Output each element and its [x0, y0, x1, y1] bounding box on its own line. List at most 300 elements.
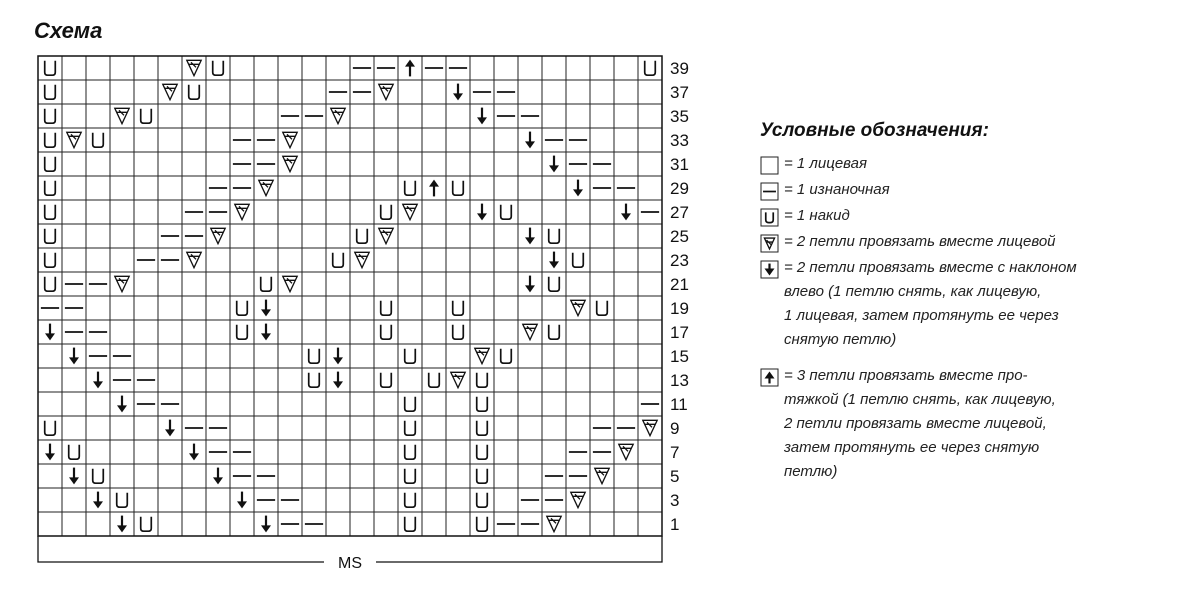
chart-cell — [278, 80, 302, 104]
chart-cell — [422, 248, 446, 272]
chart-row — [38, 344, 662, 368]
row-number: 5 — [670, 467, 680, 486]
chart-cell — [38, 368, 62, 392]
chart-cell — [182, 464, 206, 488]
chart-cell — [470, 152, 494, 176]
chart-cell — [446, 416, 470, 440]
chart-cell — [278, 368, 302, 392]
chart-cell — [230, 56, 254, 80]
chart-cell — [302, 224, 326, 248]
chart-cell — [350, 296, 374, 320]
chart-cell — [182, 368, 206, 392]
chart-cell — [134, 128, 158, 152]
chart-cell — [254, 104, 278, 128]
chart-cell — [134, 272, 158, 296]
chart-cell — [542, 440, 566, 464]
chart-cell — [302, 200, 326, 224]
chart-cell — [398, 488, 422, 512]
chart-cell — [374, 512, 398, 536]
chart-cell — [638, 152, 662, 176]
chart-cell — [494, 272, 518, 296]
chart-cell — [446, 296, 470, 320]
chart-cell — [86, 80, 110, 104]
chart-cell — [86, 248, 110, 272]
chart-cell — [638, 224, 662, 248]
chart-cell — [566, 224, 590, 248]
chart-cell — [62, 56, 86, 80]
chart-cell — [518, 392, 542, 416]
chart-cell — [86, 296, 110, 320]
row-number: 21 — [670, 275, 689, 294]
chart-cell — [398, 248, 422, 272]
chart-cell — [350, 104, 374, 128]
chart-cell — [494, 344, 518, 368]
chart-cell — [446, 512, 470, 536]
chart-cell — [38, 128, 62, 152]
legend-line: = 2 петли провязать вместе лицевой — [784, 233, 1056, 250]
chart-cell — [494, 368, 518, 392]
legend-item — [760, 152, 1180, 176]
chart-cell — [230, 416, 254, 440]
chart-cell — [518, 416, 542, 440]
row-number: 1 — [670, 515, 680, 534]
chart-row — [38, 272, 662, 296]
chart-cell — [110, 440, 134, 464]
chart-cell — [542, 176, 566, 200]
chart-cell — [326, 200, 350, 224]
chart-cell — [350, 512, 374, 536]
chart-row — [38, 248, 662, 272]
chart-cell — [110, 488, 134, 512]
chart-cell — [230, 344, 254, 368]
chart-cell — [254, 80, 278, 104]
chart-cell — [182, 128, 206, 152]
chart-cell — [422, 368, 446, 392]
chart-cell — [86, 176, 110, 200]
chart-cell — [38, 272, 62, 296]
chart-cell — [446, 176, 470, 200]
chart-cell — [494, 56, 518, 80]
chart-cell — [86, 152, 110, 176]
chart-cell — [518, 464, 542, 488]
chart-cell — [422, 224, 446, 248]
chart-cell — [422, 512, 446, 536]
chart-cell — [542, 320, 566, 344]
chart-cell — [494, 392, 518, 416]
chart-cell — [518, 368, 542, 392]
chart-cell — [86, 416, 110, 440]
chart-cell — [374, 200, 398, 224]
chart-cell — [158, 296, 182, 320]
chart-cell — [158, 464, 182, 488]
chart-cell — [638, 80, 662, 104]
row-number: 17 — [670, 323, 689, 342]
chart-cell — [422, 272, 446, 296]
chart-cell — [638, 488, 662, 512]
chart-cell — [446, 464, 470, 488]
chart-cell — [254, 368, 278, 392]
chart-cell — [518, 80, 542, 104]
chart-cell — [110, 296, 134, 320]
chart-cell — [470, 368, 494, 392]
chart-cell — [134, 344, 158, 368]
chart-cell — [638, 320, 662, 344]
chart-cell — [398, 368, 422, 392]
chart-cell — [158, 344, 182, 368]
chart-cell — [638, 440, 662, 464]
chart-cell — [158, 488, 182, 512]
chart-cell — [326, 464, 350, 488]
chart-cell — [38, 200, 62, 224]
chart-cell — [470, 488, 494, 512]
chart-cell — [614, 512, 638, 536]
chart-cell — [422, 152, 446, 176]
row-number: 25 — [670, 227, 689, 246]
legend-text — [784, 230, 1056, 254]
chart-cell — [542, 344, 566, 368]
chart-cell — [542, 200, 566, 224]
chart-cell — [398, 104, 422, 128]
chart-cell — [230, 368, 254, 392]
chart-cell — [350, 368, 374, 392]
chart-cell — [398, 512, 422, 536]
chart-row — [38, 440, 662, 464]
chart-cell — [86, 392, 110, 416]
chart-cell — [182, 104, 206, 128]
chart-cell — [254, 392, 278, 416]
chart-cell — [326, 440, 350, 464]
chart-row — [38, 224, 662, 248]
chart-row — [38, 464, 662, 488]
chart-cell — [494, 224, 518, 248]
chart-row — [38, 104, 662, 128]
chart-cell — [206, 488, 230, 512]
chart-cell — [422, 296, 446, 320]
chart-cell — [614, 344, 638, 368]
chart-row — [38, 488, 662, 512]
chart-cell — [446, 248, 470, 272]
chart-cell — [134, 176, 158, 200]
chart-cell — [206, 104, 230, 128]
row-number: 3 — [670, 491, 680, 510]
chart-cell — [62, 80, 86, 104]
chart-cell — [86, 224, 110, 248]
chart-cell — [230, 296, 254, 320]
chart-cell — [326, 56, 350, 80]
chart-cell — [62, 392, 86, 416]
legend-text — [784, 152, 867, 176]
chart-cell — [398, 464, 422, 488]
chart-cell — [590, 80, 614, 104]
chart-cell — [158, 272, 182, 296]
chart-cell — [110, 176, 134, 200]
chart-cell — [302, 344, 326, 368]
chart-cell — [206, 320, 230, 344]
chart-cell — [302, 152, 326, 176]
chart-cell — [182, 488, 206, 512]
chart-cell — [374, 488, 398, 512]
chart-cell — [302, 128, 326, 152]
chart-cell — [614, 296, 638, 320]
chart-title: Схема — [34, 18, 103, 43]
chart-cell — [446, 200, 470, 224]
chart-row — [38, 416, 662, 440]
chart-cell — [302, 56, 326, 80]
chart-cell — [134, 104, 158, 128]
chart-cell — [350, 200, 374, 224]
chart-cell — [614, 488, 638, 512]
legend-text — [784, 204, 850, 228]
chart-cell — [302, 416, 326, 440]
chart-cell — [446, 392, 470, 416]
chart-cell — [278, 416, 302, 440]
chart-cell — [182, 80, 206, 104]
chart-cell — [254, 272, 278, 296]
chart-cell — [134, 152, 158, 176]
chart-cell — [494, 296, 518, 320]
chart-cell — [398, 392, 422, 416]
chart-cell — [206, 152, 230, 176]
chart-cell — [206, 128, 230, 152]
chart-cell — [206, 368, 230, 392]
chart-cell — [590, 128, 614, 152]
chart-cell — [374, 176, 398, 200]
chart-cell — [38, 488, 62, 512]
chart-cell — [518, 152, 542, 176]
chart-cell — [230, 320, 254, 344]
chart-cell — [494, 416, 518, 440]
chart-row — [38, 392, 662, 416]
chart-cell — [326, 416, 350, 440]
chart-cell — [38, 56, 62, 80]
legend-text — [784, 364, 1056, 484]
chart-cell — [110, 56, 134, 80]
chart-cell — [254, 200, 278, 224]
chart-cell — [422, 488, 446, 512]
chart-cell — [374, 128, 398, 152]
row-number: 35 — [670, 107, 689, 126]
chart-cell — [518, 344, 542, 368]
chart-cell — [278, 224, 302, 248]
legend-items — [760, 152, 1180, 484]
chart-cell — [494, 128, 518, 152]
chart-row — [38, 512, 662, 536]
chart-cell — [38, 224, 62, 248]
legend-line: тяжкой (1 петлю снять, как лицевую, — [784, 391, 1056, 408]
chart-cell — [62, 104, 86, 128]
chart-cell — [614, 56, 638, 80]
chart-row — [38, 176, 662, 200]
chart-cell — [38, 344, 62, 368]
chart-cell — [470, 320, 494, 344]
chart-cell — [470, 512, 494, 536]
chart-cell — [542, 80, 566, 104]
row-number: 7 — [670, 443, 680, 462]
chart-cell — [182, 152, 206, 176]
chart-cell — [398, 440, 422, 464]
chart-cell — [62, 488, 86, 512]
legend-text — [784, 256, 1077, 352]
chart-cell — [62, 152, 86, 176]
chart-cell — [350, 272, 374, 296]
chart-cell — [398, 416, 422, 440]
row-number: 19 — [670, 299, 689, 318]
legend-item — [760, 230, 1180, 254]
chart-cell — [278, 344, 302, 368]
chart-cell — [206, 344, 230, 368]
purl-dash-icon — [760, 182, 779, 201]
chart-cell — [350, 152, 374, 176]
chart-cell — [206, 296, 230, 320]
row-number: 9 — [670, 419, 680, 438]
chart-cell — [422, 128, 446, 152]
chart-cell — [566, 512, 590, 536]
chart-cell — [566, 80, 590, 104]
chart-cell — [62, 248, 86, 272]
chart-cell — [518, 176, 542, 200]
chart-cell — [398, 80, 422, 104]
chart-cell — [230, 224, 254, 248]
row-number: 27 — [670, 203, 689, 222]
chart-cell — [182, 176, 206, 200]
chart-cell — [470, 56, 494, 80]
chart-cell — [134, 464, 158, 488]
chart-cell — [206, 512, 230, 536]
chart-cell — [542, 416, 566, 440]
chart-cell — [326, 176, 350, 200]
legend-line: 2 петли провязать вместе лицевой, — [784, 415, 1047, 432]
legend-line: = 1 лицевая — [784, 155, 868, 172]
chart-cell — [494, 440, 518, 464]
chart-cell — [518, 248, 542, 272]
chart-cell — [638, 128, 662, 152]
chart-row — [38, 56, 662, 80]
chart-cell — [254, 344, 278, 368]
chart-cell — [62, 512, 86, 536]
chart-cell — [614, 248, 638, 272]
chart-cell — [302, 296, 326, 320]
chart-cell — [422, 416, 446, 440]
chart-cell — [518, 56, 542, 80]
row-number: 33 — [670, 131, 689, 150]
chart-cell — [494, 200, 518, 224]
chart-cell — [494, 176, 518, 200]
chart-cell — [302, 272, 326, 296]
chart-cell — [302, 176, 326, 200]
chart-cell — [158, 320, 182, 344]
legend — [760, 120, 1180, 486]
chart-cell — [230, 512, 254, 536]
chart-cell — [638, 104, 662, 128]
chart-cell — [206, 272, 230, 296]
legend-title: Условные обозначения: — [760, 120, 989, 141]
chart-cell — [494, 152, 518, 176]
chart-cell — [374, 416, 398, 440]
chart-cell — [614, 128, 638, 152]
chart-cell — [638, 464, 662, 488]
chart-cell — [278, 200, 302, 224]
chart-cell — [62, 440, 86, 464]
chart-cell — [542, 56, 566, 80]
chart-cell — [614, 224, 638, 248]
legend-line: снятую петлю) — [784, 331, 897, 348]
yarn-over-u-icon — [760, 208, 779, 227]
chart-cell — [134, 200, 158, 224]
chart-cell — [542, 224, 566, 248]
legend-line: = 1 изнаночная — [784, 181, 890, 198]
chart-cell — [158, 152, 182, 176]
chart-cell — [134, 416, 158, 440]
chart-cell — [566, 200, 590, 224]
chart-cell — [494, 464, 518, 488]
chart-cell — [302, 80, 326, 104]
chart-cell — [134, 440, 158, 464]
chart-cell — [110, 80, 134, 104]
chart-cell — [518, 296, 542, 320]
row-number: 23 — [670, 251, 689, 270]
chart-cell — [446, 344, 470, 368]
chart-cell — [398, 272, 422, 296]
chart-cell — [230, 104, 254, 128]
chart-cell — [470, 440, 494, 464]
chart-cell — [638, 368, 662, 392]
chart-cell — [398, 344, 422, 368]
chart-cell — [566, 104, 590, 128]
chart-cell — [590, 224, 614, 248]
chart-row — [38, 296, 662, 320]
chart-cell — [38, 152, 62, 176]
chart-cell — [470, 272, 494, 296]
chart-cell — [182, 320, 206, 344]
chart-cell — [398, 176, 422, 200]
chart-cell — [374, 368, 398, 392]
chart-cell — [446, 272, 470, 296]
row-number: 37 — [670, 83, 689, 102]
chart-cell — [590, 272, 614, 296]
chart-cell — [302, 440, 326, 464]
chart-cell — [134, 512, 158, 536]
chart-cell — [422, 440, 446, 464]
chart-cell — [302, 320, 326, 344]
chart-cell — [374, 296, 398, 320]
chart-cell — [38, 392, 62, 416]
legend-item — [760, 364, 1180, 484]
chart-cell — [590, 488, 614, 512]
chart-cell — [182, 296, 206, 320]
chart-cell — [470, 392, 494, 416]
chart-cell — [398, 296, 422, 320]
chart-cell — [470, 464, 494, 488]
chart-cell — [518, 440, 542, 464]
chart-cell — [38, 80, 62, 104]
chart-cell — [350, 392, 374, 416]
chart-cell — [350, 176, 374, 200]
chart-cell — [110, 200, 134, 224]
chart-row — [38, 80, 662, 104]
row-number: 29 — [670, 179, 689, 198]
chart-cell — [62, 368, 86, 392]
chart-cell — [278, 176, 302, 200]
chart-cell — [566, 416, 590, 440]
chart-cell — [542, 368, 566, 392]
chart-cell — [110, 248, 134, 272]
chart-cell — [446, 128, 470, 152]
chart-cell — [86, 440, 110, 464]
chart-cell — [638, 248, 662, 272]
legend-line: 1 лицевая, затем протянуть ее через — [784, 307, 1059, 324]
legend-item — [760, 256, 1180, 352]
k2tog-v-icon — [760, 234, 779, 253]
